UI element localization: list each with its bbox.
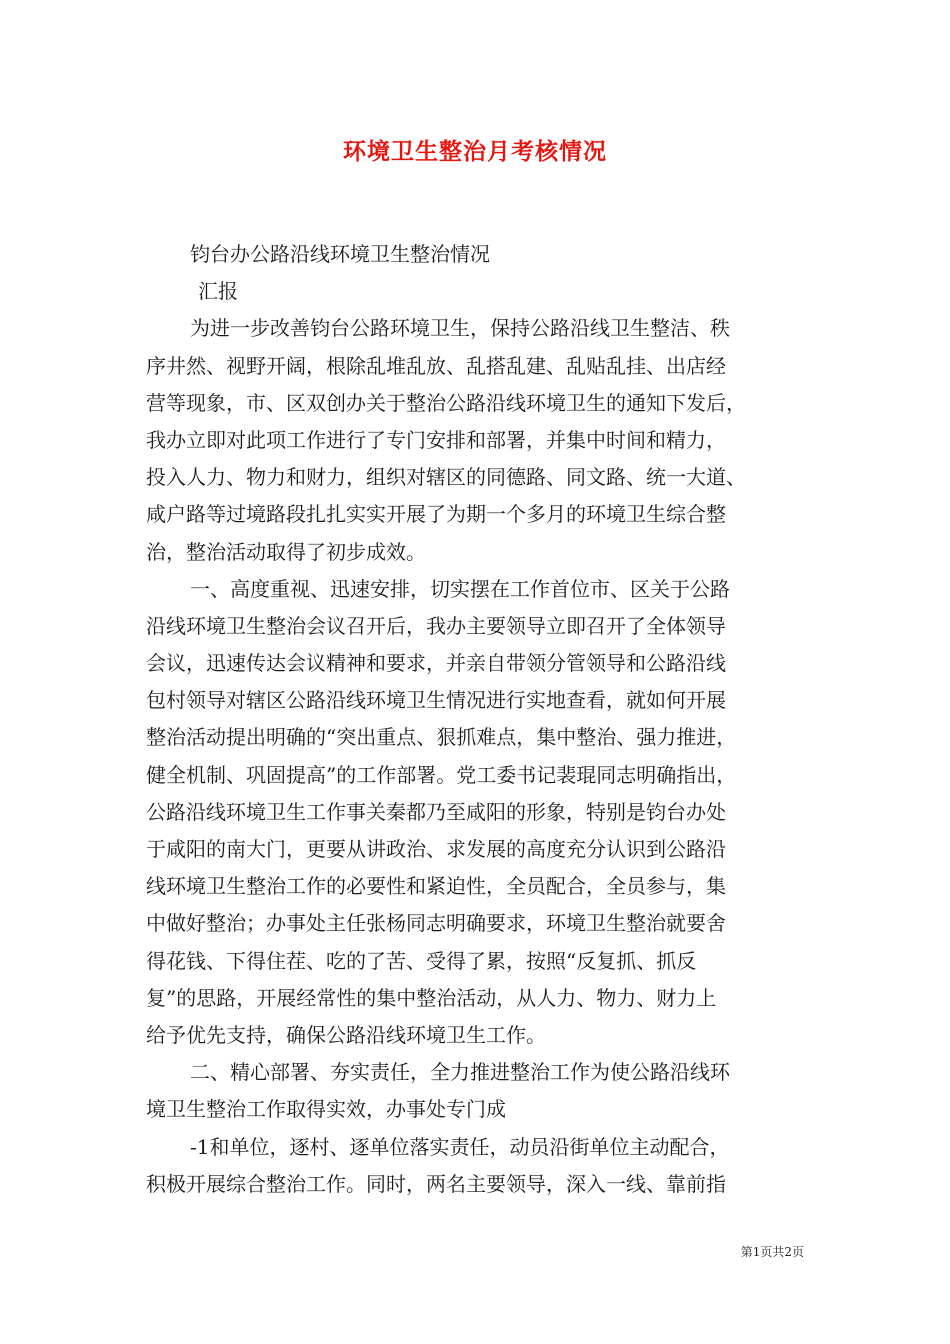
paragraph-line: 序井然、视野开阔，根除乱堆乱放、乱搭乱建、乱贴乱挂、出店经 (146, 353, 726, 378)
paragraph-line: 包村领导对辖区公路沿线环境卫生情况进行实地查看，就如何开展 (146, 688, 726, 713)
paragraph-line: 整治活动提出明确的“突出重点、狠抓难点，集中整治、强力推进， (146, 725, 737, 750)
paragraph-line: 营等现象，市、区双创办关于整治公路沿线环境卫生的通知下发后， (146, 390, 746, 415)
paragraph-line: 我办立即对此项工作进行了专门安排和部署，并集中时间和精力， (146, 427, 726, 452)
paragraph-line: 健全机制、巩固提高”的工作部署。党工委书记裴琨同志明确指出， (146, 762, 737, 787)
subtitle-line: 汇报 (198, 279, 238, 304)
paragraph-line: 给予优先支持，确保公路沿线环境卫生工作。 (146, 1022, 546, 1047)
subtitle-line: 钧台办公路沿线环境卫生整治情况 (190, 242, 490, 266)
document-title: 环境卫生整治月考核情况 (343, 138, 607, 165)
paragraph-line: 中做好整治；办事处主任张杨同志明确要求，环境卫生整治就要舍 (146, 911, 726, 936)
document-body (146, 236, 810, 1203)
paragraph-line: 会议，迅速传达会议精神和要求，并亲自带领分管领导和公路沿线 (146, 651, 726, 676)
paragraph-line: 于咸阳的南大门，更要从讲政治、求发展的高度充分认识到公路沿 (146, 837, 726, 861)
paragraph-line: 治，整治活动取得了初步成效。 (146, 539, 426, 564)
paragraph-line: 线环境卫生整治工作的必要性和紧迫性，全员配合，全员参与，集 (146, 874, 726, 899)
paragraph-line: 一、高度重视、迅速安排，切实摆在工作首位市、区关于公路 (190, 576, 730, 601)
paragraph-line: 沿线环境卫生整治会议召开后，我办主要领导立即召开了全体领导 (146, 613, 726, 638)
paragraph-line: 为进一步改善钧台公路环境卫生，保持公路沿线卫生整洁、秩 (190, 316, 730, 341)
paragraph-line: 二、精心部署、夯实责任，全力推进整治工作为使公路沿线环 (190, 1060, 730, 1085)
paragraph-line: -1和单位，逐村、逐单位落实责任，动员沿街单位主动配合， (190, 1134, 730, 1159)
paragraph-line: 复”的思路，开展经常性的集中整治活动，从人力、物力、财力上 (146, 985, 717, 1010)
page-number: 第1页共2页 (740, 1245, 804, 1259)
paragraph-line: 投入人力、物力和财力，组织对辖区的同德路、同文路、统一大道、 (146, 465, 746, 490)
paragraph-line: 积极开展综合整治工作。同时，两名主要领导，深入一线、靠前指 (146, 1171, 726, 1196)
paragraph-line: 得花钱、下得住茬、吃的了苦、受得了累，按照“反复抓、抓反 (146, 948, 697, 973)
paragraph-line: 咸户路等过境路段扎扎实实开展了为期一个多月的环境卫生综合整 (146, 502, 726, 527)
paragraph-line: 境卫生整治工作取得实效，办事处专门成 (146, 1097, 506, 1122)
paragraph-line: 公路沿线环境卫生工作事关秦都乃至咸阳的形象，特别是钧台办处 (146, 799, 726, 824)
